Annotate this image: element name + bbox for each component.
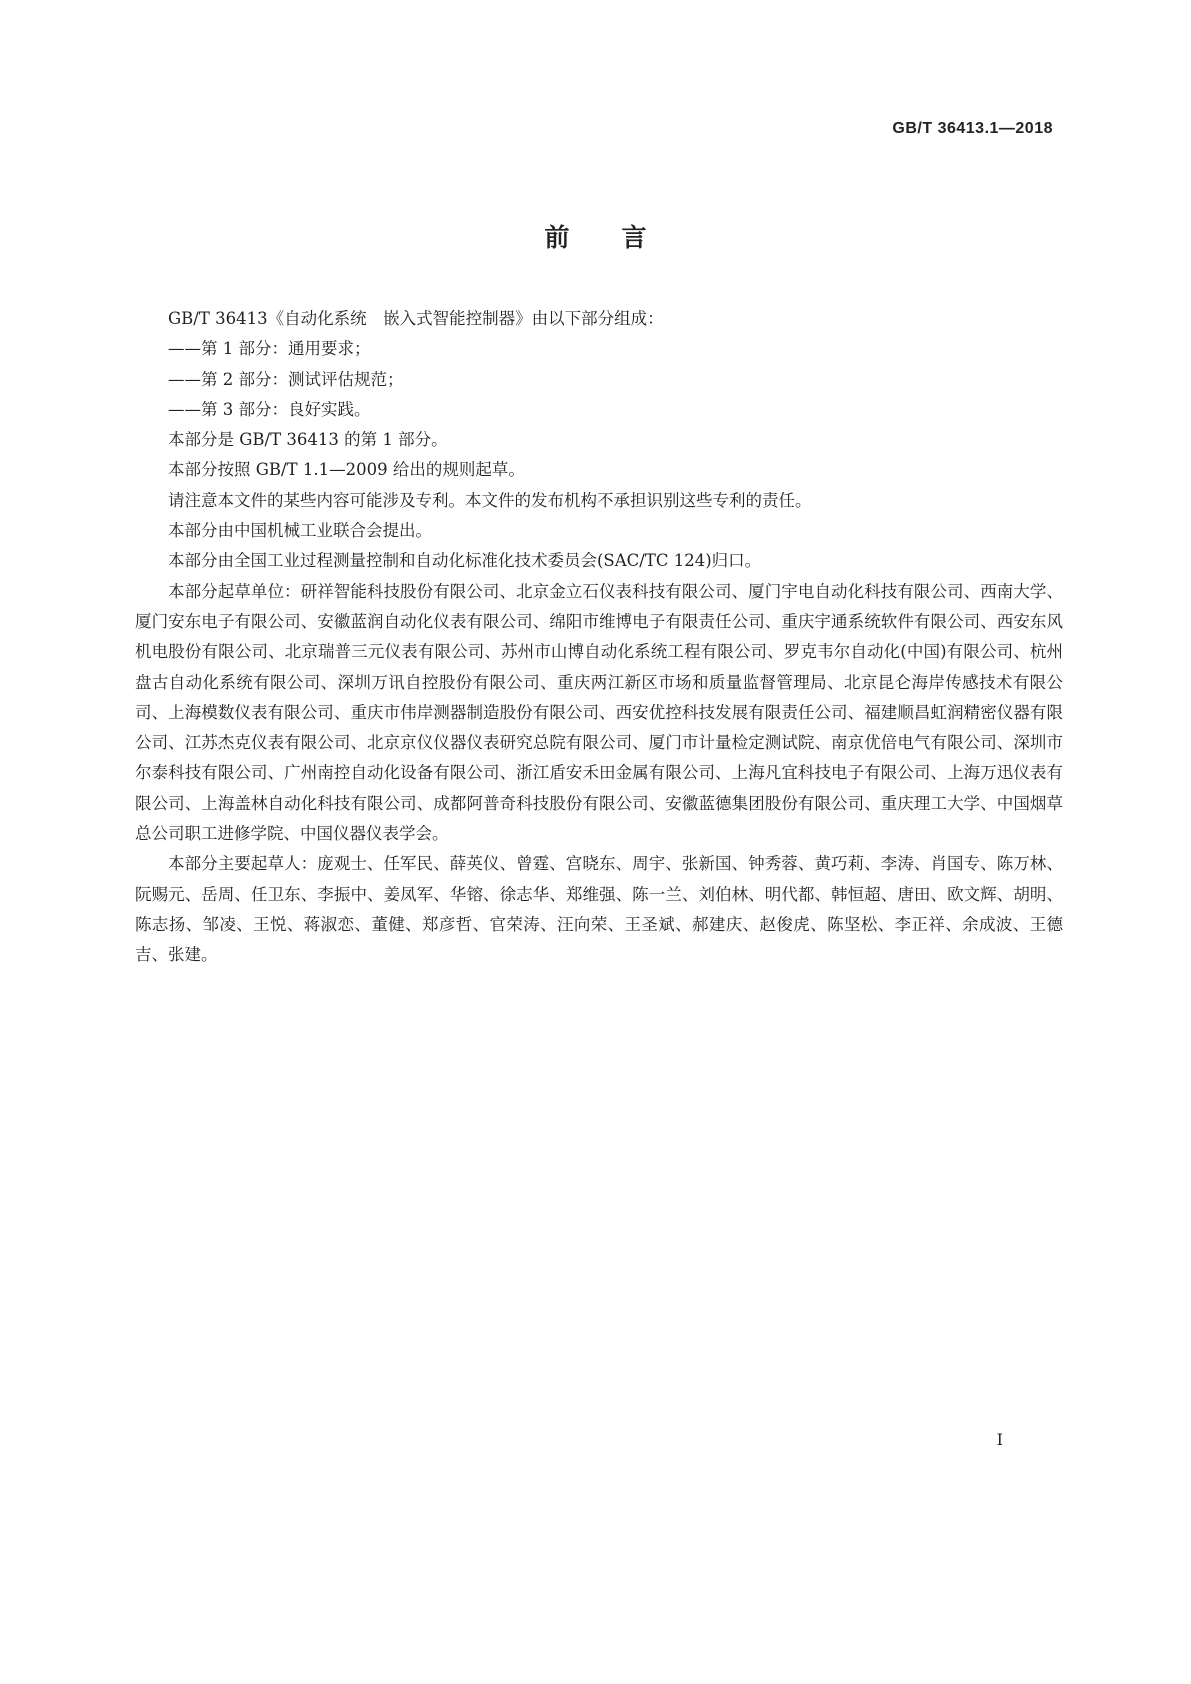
intro-paragraph: GB/T 36413《自动化系统 嵌入式智能控制器》由以下部分组成： bbox=[168, 309, 664, 328]
patent-notice-paragraph: 请注意本文件的某些内容可能涉及专利。本文件的发布机构不承担识别这些专利的责任。 bbox=[168, 490, 812, 510]
part-list-item: ——第 1 部分：通用要求； bbox=[168, 339, 371, 359]
drafting-rules-paragraph: 本部分按照 GB/T 1.1—2009 给出的规则起草。 bbox=[168, 460, 525, 480]
page-number: I bbox=[996, 1430, 1003, 1449]
document-body bbox=[135, 304, 1063, 971]
part-list-item: ——第 3 部分：良好实践。 bbox=[168, 399, 371, 419]
drafters-paragraph: 本部分主要起草人：庞观士、任军民、薛英仪、曾霆、宫晓东、周宇、张新国、钟秀蓉、黄巧莉、李涛、肖国专、陈万林、阮赐元、岳周、任卫东、李振中、姜凤军、华镕、徐志华、郑维强、陈一兰、刘伯林、明代都、韩恒超、唐田、欧文辉、胡明、陈志扬、邹凌、王悦、蒋淑恋、董健、郑彦哲、官荣涛、汪向荣、王圣斌、郝建庆、赵俊虎、陈坚松、李正祥、余成波、王德吉、张建。 bbox=[135, 854, 1063, 965]
part-list-item: ——第 2 部分：测试评估规范； bbox=[168, 369, 404, 389]
standard-code: GB/T 36413.1—2018 bbox=[892, 120, 1053, 137]
centralized-by-paragraph: 本部分由全国工业过程测量控制和自动化标准化技术委员会(SAC/TC 124)归口。 bbox=[168, 551, 762, 571]
proposer-paragraph: 本部分由中国机械工业联合会提出。 bbox=[168, 521, 432, 541]
part-statement-paragraph: 本部分是 GB/T 36413 的第 1 部分。 bbox=[168, 430, 448, 450]
drafting-units-paragraph: 本部分起草单位：研祥智能科技股份有限公司、北京金立石仪表科技有限公司、厦门宇电自动化科技有限公司、西南大学、厦门安东电子有限公司、安徽蓝润自动化仪表有限公司、绵阳市维博电子有限责任公司、重庆宇通系统软件有限公司、西安东风机电股份有限公司、北京瑞普三元仪表有限公司、苏州市山博自动化系统工程有限公司、罗克韦尔自动化(中国)有限公司、杭州盘古自动化系统有限公司、深圳万讯自控股份有限公司、重庆两江新区市场和质量监督管理局、北京昆仑海岸传感技术有限公司、上海模数仪表有限公司、重庆市伟岸测器制造股份有限公司、西安优控科技发展有限责任公司、福建顺昌虹润精密仪器有限公司、江苏杰克仪表有限公司、北京京仪仪器仪表研究总院有限公司、厦门市计量检定测试院、南京优倍电气有限公司、深圳市尔泰科技有限公司、广州南控自动化设备有限公司、浙江盾安禾田金属有限公司、上海凡宜科技电子有限公司、上海万迅仪表有限公司、上海盖林自动化科技有限公司、成都阿普奇科技股份有限公司、安徽蓝德集团股份有限公司、重庆理工大学、中国烟草总公司职工进修学院、中国仪器仪表学会。 bbox=[135, 581, 1063, 844]
page-title: 前言 bbox=[544, 223, 699, 252]
